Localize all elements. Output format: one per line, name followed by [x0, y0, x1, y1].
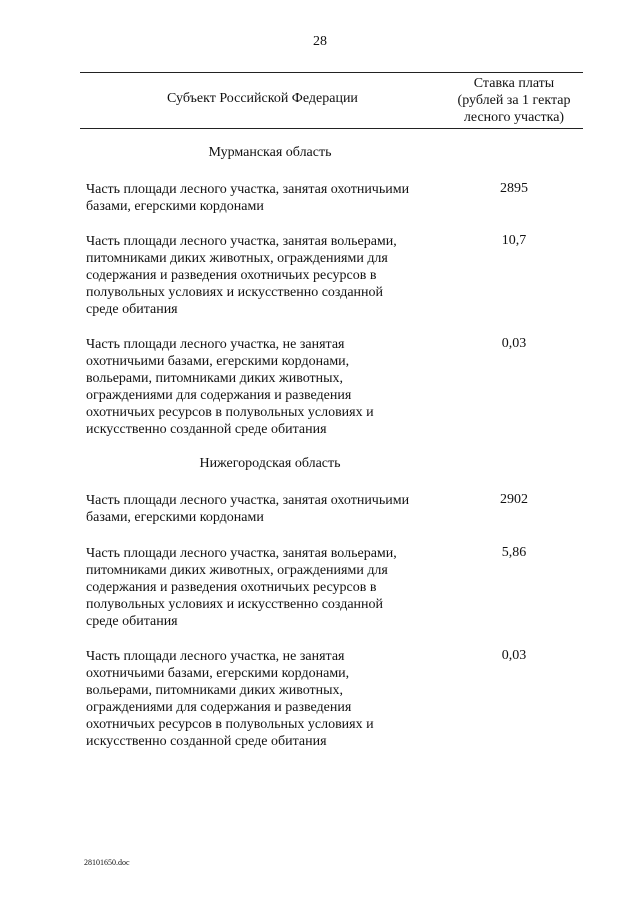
text-line: Часть площади лесного участка, занятая вольерами, [86, 546, 397, 561]
text-line: охотничьими базами, егерскими кордонами, [86, 354, 350, 369]
text-line: полувольных условиях и искусственно созданной [86, 285, 384, 300]
text-line: ограждениями для содержания и разведения [86, 388, 352, 403]
document-filename: 28101650.doc [84, 858, 130, 867]
text-line: охотничьих ресурсов в полувольных условиях и [86, 717, 374, 732]
table-row-rate: 0,03 [501, 648, 527, 663]
text-line: ограждениями для содержания и разведения [86, 700, 352, 715]
text-line: охотничьими базами, егерскими кордонами, [86, 666, 350, 681]
text-line: базами, егерскими кордонами [86, 199, 264, 214]
text-line: вольерами, питомниками диких животных, [86, 371, 344, 386]
rate-header-line: (рублей за 1 гектар [457, 93, 571, 108]
table-row-rate: 0,03 [501, 336, 527, 351]
region-title: Нижегородская область [199, 456, 341, 471]
text-line: базами, егерскими кордонами [86, 510, 264, 525]
text-line: полувольных условиях и искусственно созданной [86, 597, 384, 612]
column-header-rate [445, 75, 583, 126]
table-row-description [86, 492, 448, 526]
text-line: среде обитания [86, 302, 178, 317]
table-header-top-rule [80, 72, 583, 73]
page-number: 28 [313, 34, 327, 49]
text-line: Часть площади лесного участка, занятая вольерами, [86, 234, 397, 249]
text-line: искусственно созданной среде обитания [86, 734, 327, 749]
rate-header-line: лесного участка) [463, 110, 565, 125]
text-line: вольерами, питомниками диких животных, [86, 683, 344, 698]
rate-header-line: Ставка платы [473, 76, 555, 91]
table-row-rate: 2895 [500, 181, 528, 196]
table-row-description [86, 545, 448, 630]
text-line: Часть площади лесного участка, занятая охотничьими [86, 182, 410, 197]
text-line: искусственно созданной среде обитания [86, 422, 327, 437]
table-header-bottom-rule [80, 128, 583, 129]
table-row-description [86, 336, 448, 438]
table-row-rate: 5,86 [501, 545, 527, 560]
text-line: Часть площади лесного участка, занятая охотничьими [86, 493, 410, 508]
text-line: среде обитания [86, 614, 178, 629]
table-row-description [86, 648, 448, 750]
text-line: Часть площади лесного участка, не занятая [86, 337, 345, 352]
text-line: Часть площади лесного участка, не занятая [86, 649, 345, 664]
table-row-description [86, 233, 448, 318]
column-header-subject: Субъект Российской Федерации [167, 91, 358, 106]
text-line: питомниками диких животных, ограждениями для [86, 563, 388, 578]
table-row-description [86, 181, 448, 215]
table-row-rate: 2902 [500, 492, 528, 507]
table-row-rate: 10,7 [501, 233, 527, 248]
text-line: содержания и разведения охотничьих ресурсов в [86, 580, 377, 595]
region-title: Мурманская область [208, 145, 332, 160]
text-line: содержания и разведения охотничьих ресурсов в [86, 268, 377, 283]
text-line: питомниками диких животных, ограждениями для [86, 251, 388, 266]
text-line: охотничьих ресурсов в полувольных условиях и [86, 405, 374, 420]
